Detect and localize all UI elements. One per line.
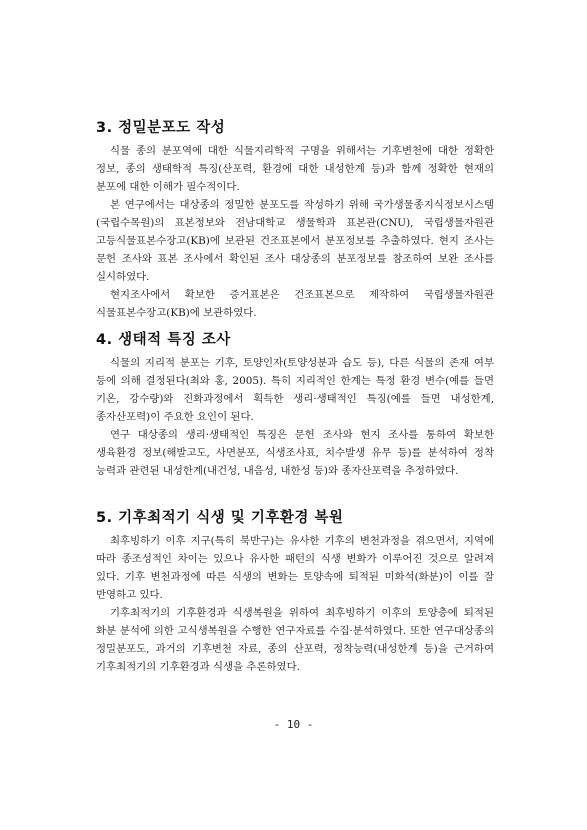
paragraph: 본 연구에서는 대상종의 정밀한 분포도를 작성하기 위해 국가생물종지식정보시스템(국립수목원)의 표본정보와 전남대학교 생물학과 표본관(CNU), 국립생물자원관 고등식물표본수장고(KB)에 보관된 건조표본에서 분포정보를 추출하였다. 현지 조사는 문헌 조사와 표본 조사에서 확인된 조사 대상종의 분포정보를 참조하여 보완 조사를 실시하였다.	[96, 199, 494, 283]
paragraph: 기후최적기의 기후환경과 식생복원을 위하여 최후빙하기 이후의 토양층에 퇴적된 화분 분석에 의한 고식생복원을 수행한 연구자료를 수집·분석하였다. 또한 연구대상종의 정밀분포도, 과거의 기후변천 자료, 종의 산포력, 정착능력(내성한계 등)을 근거하여 기후최적기의 기후환경과 식생을 추론하였다.	[96, 607, 494, 673]
page-number: - 10 -	[273, 718, 314, 731]
paragraph: 식물의 지리적 분포는 기후, 토양인자(토양성분과 습도 등), 다른 식물의 존재 여부 등에 의해 결정된다(최와 홍, 2005). 특히 지리적인 한계는 특정 환경 변수(예를 들면 기온, 강수량)와 진화과정에서 획득한 생리·생태적인 특징(예를 들면 내성한계, 종자산포력)이 주요한 요인이 된다.	[96, 357, 494, 423]
paragraph: 연구 대상종의 생리·생태적인 특징은 문헌 조사와 현지 조사를 통하여 확보한 생육환경 정보(해발고도, 사면분포, 식생조사표, 치수발생 유무 등)를 분석하여 정착 능력과 관련된 내성한계(내건성, 내음성, 내한성 등)와 종자산포력을 추정하였다.	[96, 429, 494, 477]
section-climate-restoration	[96, 508, 494, 676]
section-heading: 3. 정밀분포도 작성	[96, 120, 226, 136]
paragraph: 현지조사에서 확보한 증거표본은 건조표본으로 제작하여 국립생물자원관 식물표본수장고(KB)에 보관하였다.	[96, 289, 494, 319]
section-heading: 5. 기후최적기 식생 및 기후환경 복원	[96, 510, 344, 526]
paragraph: 최후빙하기 이후 지구(특히 북반구)는 유사한 기후의 변천과정을 겪으면서, 지역에 따라 종조성적인 차이는 있으나 유사한 패턴의 식생 변화가 이루어진 것으로 알려져 있다. 기후 변천과정에 따른 식생의 변화는 토양속에 퇴적된 미화석(화분)이 이를 잘 반영하고 있다.	[96, 535, 494, 601]
section-heading: 4. 생태적 특징 조사	[96, 332, 231, 348]
paragraph: 식물 종의 분포역에 대한 식물지리학적 구명을 위해서는 기후변천에 대한 정확한 정보, 종의 생태학적 특징(산포력, 환경에 대한 내성한계 등)과 함께 정확한 현재의 분포에 대한 이해가 필수적이다.	[96, 145, 494, 193]
section-ecological-traits	[96, 330, 494, 480]
section-distribution-map	[96, 118, 494, 322]
